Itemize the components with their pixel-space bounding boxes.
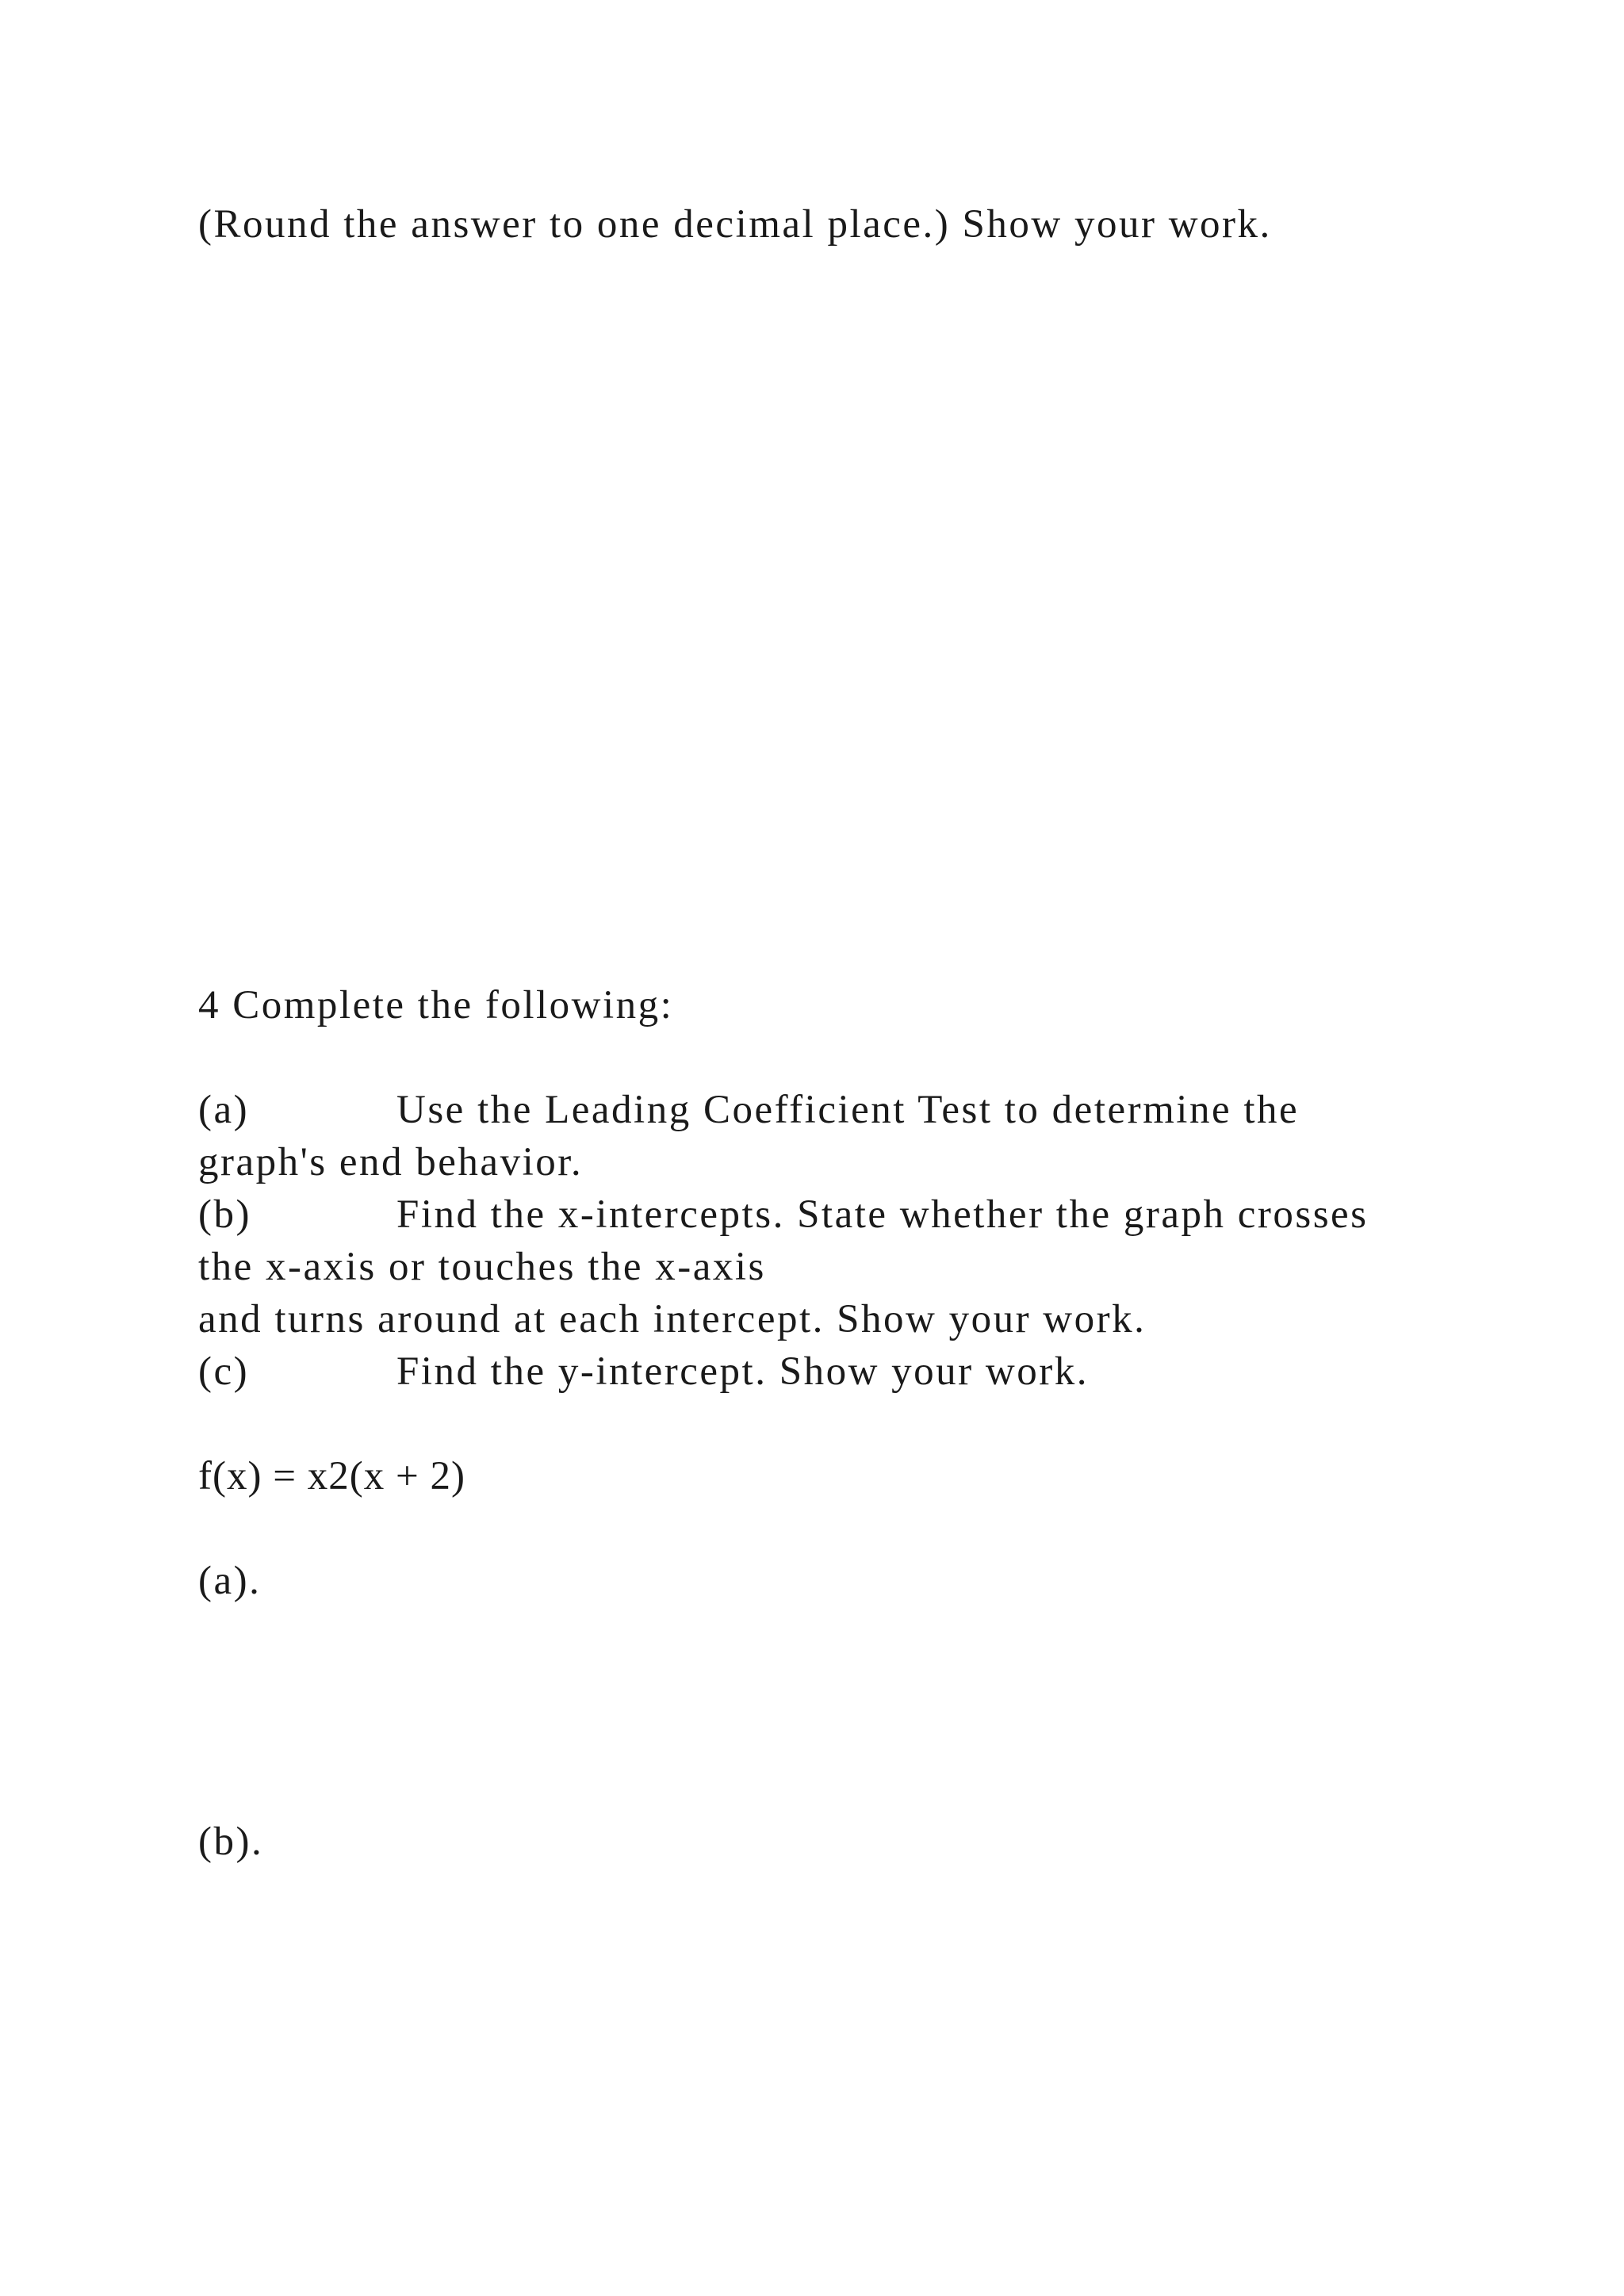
part-a-text-1: Use the Leading Coefficient Test to determine the (396, 1088, 1300, 1132)
part-b-text-2: the x-axis or touches the x-axis (198, 1245, 766, 1289)
answer-label-a: (a). (198, 1559, 262, 1603)
part-b-text-1: Find the x-intercepts. State whether the graph crosses (396, 1192, 1369, 1237)
part-b-text-3: and turns around at each intercept. Show your work. (198, 1297, 1147, 1341)
part-a-text-2: graph's end behavior. (198, 1140, 584, 1184)
part-c-label: (c) (198, 1349, 250, 1394)
part-a-label: (a) (198, 1088, 250, 1132)
problem-heading: 4 Complete the following: (198, 983, 674, 1027)
function-equation: f(x) = x2(x + 2) (198, 1454, 465, 1498)
part-c-text-1: Find the y-intercept. Show your work. (396, 1349, 1089, 1394)
part-b-label: (b) (198, 1192, 251, 1237)
part-a-line-1 (198, 1084, 1299, 1136)
rounding-instruction: (Round the answer to one decimal place.) Show your work. (198, 202, 1272, 247)
part-c-line-1 (198, 1345, 1089, 1398)
answer-label-b: (b). (198, 1820, 264, 1864)
part-b-line-1 (198, 1188, 1369, 1241)
